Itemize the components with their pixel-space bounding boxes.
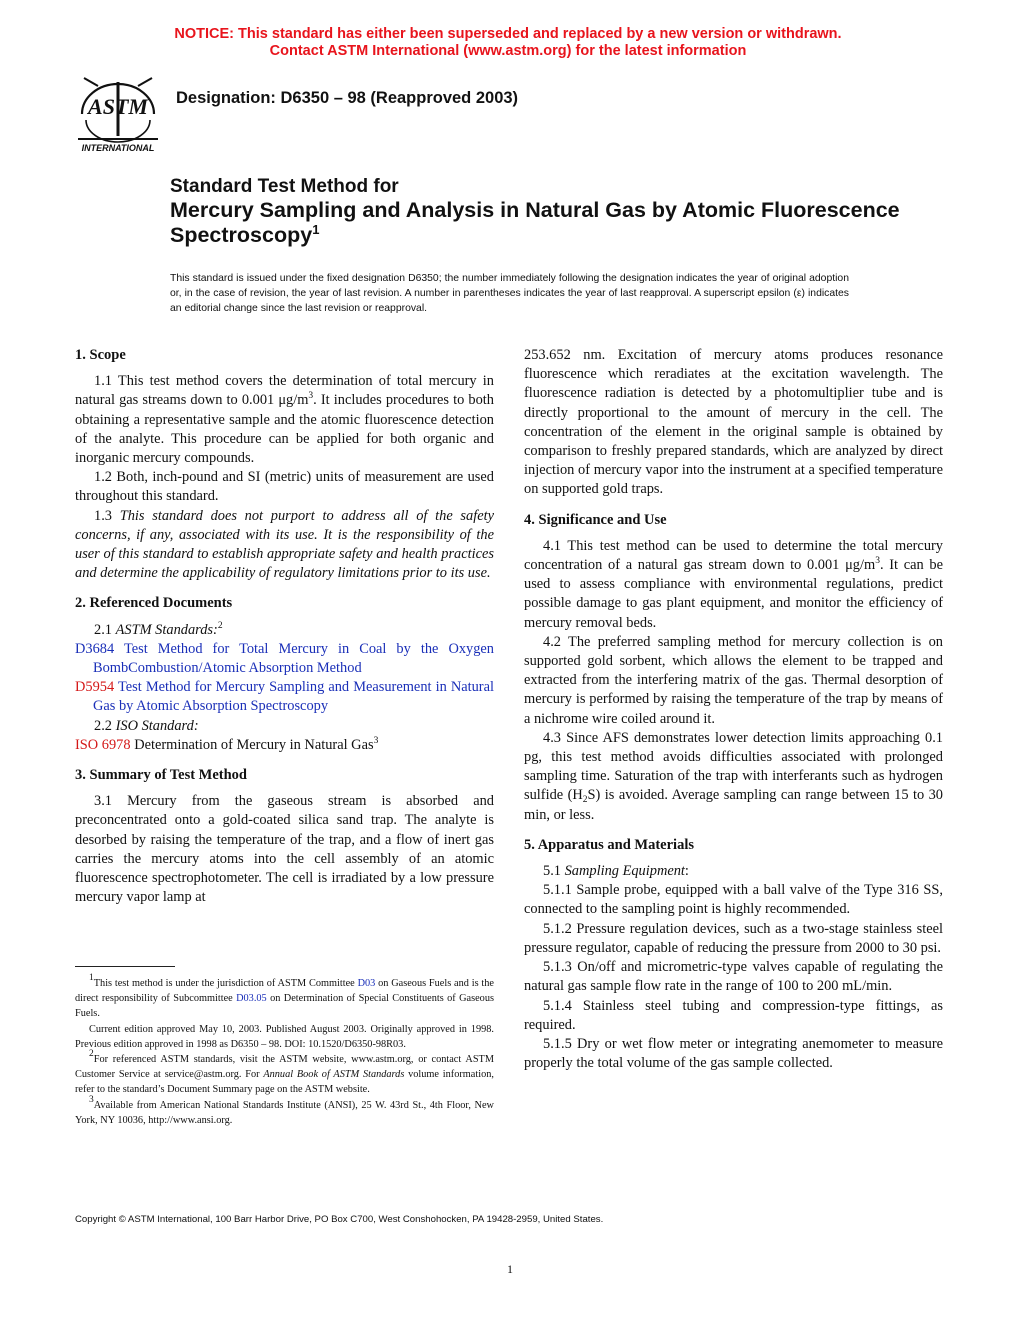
astm-standards-label: 2.1 ASTM Standards:$^2$ xyxy=(94,620,223,638)
section-heading-referenced-documents: 2. Referenced Documents xyxy=(75,595,233,612)
title-main-text: Mercury Sampling and Analysis in Natural Gas by Atomic Fluorescence Spectroscopy xyxy=(170,198,900,247)
paragraph-5-1: 5.1 Sampling Equipment: xyxy=(543,863,689,880)
notice-line-2: Contact ASTM International (www.astm.org) for the latest information xyxy=(269,43,747,59)
footnote-1: $^1$This test method is under the jurisdiction of ASTM Committee D03 on Gaseous Fuels and is the direct responsibility of Subcommittee D03.05 on Determination of Special Constituents of Gaseous Fuels. xyxy=(75,973,494,1020)
link-d5954-title[interactable]: Test Method for Mercury Sampling and Measurement in Natural Gas by Atomic Absorption Spectroscopy xyxy=(93,679,494,715)
supersession-notice xyxy=(0,26,1016,60)
paragraph-5-1-1: 5.1.1 Sample probe, equipped with a ball valve of the Type 316 SS, connected to the sampling point is highly recommended. xyxy=(524,882,943,918)
title-footnote-mark[interactable]: 1 xyxy=(312,222,320,237)
iso-standard-label: 2.2 ISO Standard: xyxy=(94,717,199,734)
designation: Designation: D6350 – 98 (Reapproved 2003) xyxy=(176,89,519,107)
link-subcommittee-d03-05[interactable]: D03.05 xyxy=(236,993,267,1005)
footnote-2: $^2$For referenced ASTM standards, visit the ASTM website, www.astm.org, or contact ASTM Customer Service at service@astm.org. For Annual Book of ASTM Standards volume information, refer to the standard’s Document Summary page on the ASTM website. xyxy=(75,1049,494,1096)
title-main xyxy=(170,198,930,248)
section-heading-apparatus: 5. Apparatus and Materials xyxy=(524,836,694,853)
footnote-rule xyxy=(75,966,175,967)
link-d5954[interactable]: D5954 xyxy=(75,679,115,696)
footnotes xyxy=(75,973,494,1128)
issuance-statement: This standard is issued under the fixed designation D6350; the number immediately following the designation indicates the year of original adoption or, in the case of revision, the year of last revision. A number in parentheses indicates the year of last reapproval. A superscript epsilon (ε) indicates an editorial change since the last revision or reapproval. xyxy=(170,273,849,314)
reference-iso-6978: ISO 6978 Determination of Mercury in Natural Gas$^3$ xyxy=(75,735,379,753)
link-committee-d03[interactable]: D03 xyxy=(357,978,376,989)
paragraph-4-2: 4.2 The preferred sampling method for mercury collection is on supported gold sorbent, which allows the element to be trapped and extracted from the interfering matrix of the gas. Thermal desorption of mercury is performed by raising the temperature of the trap by means of a nichrome wire coiled around it. xyxy=(524,633,943,727)
section-heading-summary: 3. Summary of Test Method xyxy=(75,767,247,784)
link-d3684[interactable]: D3684 xyxy=(75,640,115,657)
link-iso-6978[interactable]: ISO 6978 xyxy=(75,736,131,753)
section-heading-scope: 1. Scope xyxy=(75,347,126,363)
left-column xyxy=(75,346,494,907)
link-d3684-title[interactable]: Test Method for Total Mercury in Coal by the Oxygen BombCombustion/Atomic Absorption Method xyxy=(93,640,494,677)
paragraph-4-3: 4.3 Since AFS demonstrates lower detection limits approaching 0.1 pg, this test method avoids difficulties associated with prolonged sampling time. Saturation of the trap with interferants such as hydrogen sulfide $(H_2S)$ is avoided. Average sampling can range between 15 to 30 min, or less. xyxy=(524,729,943,823)
paragraph-5-1-2: 5.1.2 Pressure regulation devices, such as a two-stage stainless steel pressure regulator, capable of reducing the pressure from 2000 to 30 psi. xyxy=(524,920,943,956)
title-line-1: Standard Test Method for xyxy=(170,176,399,197)
paragraph-4-1: 4.1 This test method can be used to determine the total mercury concentration of a natural gas stream down to 0.001 $\mu g/m^3$. It can be used to assess compliance with environmental regulations, predict possible damage to gas plant equipment, and monitor the efficiency of mercury removal beds. xyxy=(524,537,943,631)
astm-logo xyxy=(72,74,164,156)
notice-line-1: NOTICE: This standard has either been superseded and replaced by a new version or withdrawn. xyxy=(174,26,842,42)
footnote-1-edition: Current edition approved May 10, 2003. Published August 2003. Originally approved in 1998. Previous edition approved in 1998 as D6350 – 98. DOI: 10.1520/D6350-98R03. xyxy=(75,1023,494,1050)
right-column xyxy=(524,346,943,1073)
paragraph-3-1: 3.1 Mercury from the gaseous stream is absorbed and preconcentrated onto a gold-coated silica sand trap. The analyte is desorbed by raising the temperature of the trap, and a flow of inert gas carries the mercury atoms into the cell assembly of an atomic fluorescence spectrophotometer. The cell is irradiated by a low pressure mercury vapor lamp at xyxy=(75,793,494,906)
section-heading-significance: 4. Significance and Use xyxy=(524,511,667,528)
paragraph-5-1-5: 5.1.5 Dry or wet flow meter or integrating anemometer to measure properly the total volume of the gas sample collected. xyxy=(524,1035,943,1072)
title-block xyxy=(170,176,930,248)
paragraph-1-2: 1.2 Both, inch-pound and SI (metric) units of measurement are used throughout this standard. xyxy=(75,469,494,505)
reference-d5954 xyxy=(75,678,494,716)
logo-text: ASTM xyxy=(88,94,148,119)
footnote-3: $^3$Available from American National Standards Institute (ANSI), 25 W. 43rd St., 4th Floor, New York, NY 10036, http://www.ansi.org. xyxy=(75,1094,494,1126)
paragraph-3-1-continued: 253.652 nm. Excitation of mercury atoms produces resonance fluorescence which reradiates at the excitation wavelength. The fluorescence radiation is detected by a photomultiplier tube and is directly proportional to the amount of mercury in the cell. The concentration of the element in the original sample is obtained by comparison to freshly prepared standards, which are analyzed by direct injection of mercury vapor into the instrument at a specified temperature on supported gold traps. xyxy=(524,347,943,498)
page-number: 1 xyxy=(507,1262,513,1276)
paragraph-1-1: 1.1 This test method covers the determination of total mercury in natural gas streams down to 0.001 $\mu g/m^3$. It includes procedures to both obtaining a representative sample and the atomic fluorescence detection of the analyte. This procedure can be applied for both organic and inorganic mercury compounds. xyxy=(75,373,494,467)
reference-d3684 xyxy=(75,640,494,678)
paragraph-1-3: 1.3 This standard does not purport to address all of the safety concerns, if any, associated with its use. It is the responsibility of the user of this standard to establish appropriate safety and health practices and determine the applicability of regulatory limitations prior to its use. xyxy=(75,507,494,582)
copyright-line: Copyright © ASTM International, 100 Barr Harbor Drive, PO Box C700, West Conshohocken, PA 19428-2959, United States. xyxy=(75,1214,604,1225)
logo-subtext: INTERNATIONAL xyxy=(81,143,155,153)
paragraph-5-1-4: 5.1.4 Stainless steel tubing and compression-type fittings, as required. xyxy=(524,997,943,1033)
paragraph-5-1-3: 5.1.3 On/off and micrometric-type valves capable of regulating the natural gas sample flow rate in the range of 100 to 200 mL/min. xyxy=(524,959,943,995)
